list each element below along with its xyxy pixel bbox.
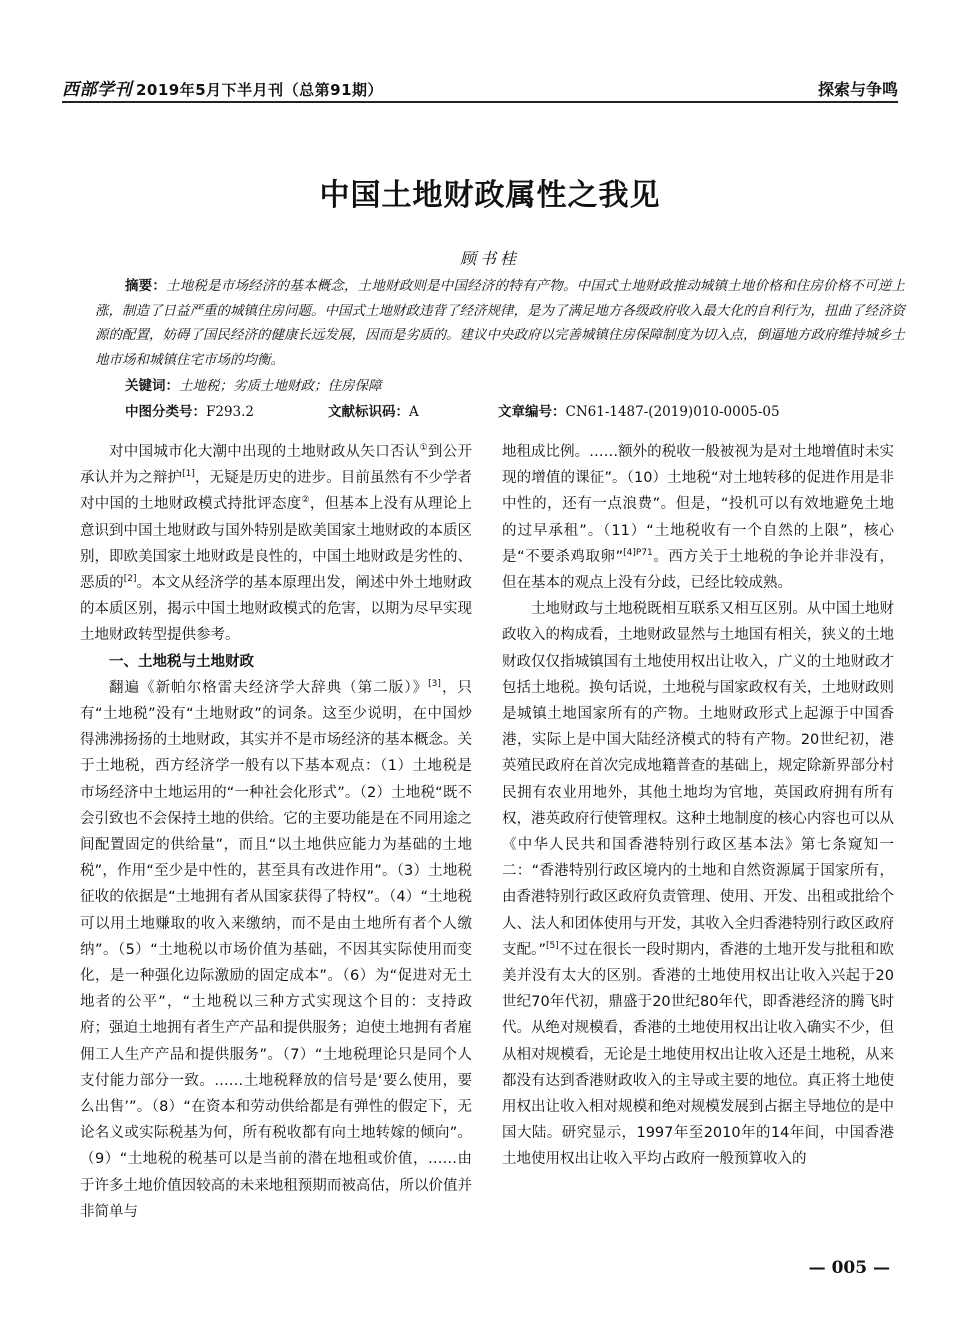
clc-label: 中图分类号：	[125, 404, 206, 420]
paragraph: 土地财政与土地税既相互联系又相互区别。从中国土地财政收入的构成看，土地财政显然与土地国有相关，狭义的土地财政仅仅指城镇国有土地使用权出让收入，广义的土地财政才包括土地税。换句话说，土地税与国家政权有关，土地财政则是城镇土地国家所有的产物。土地财政形式上起源于中国香港，实际上是中国大陆经济模式的特有产物。20世纪初，港英殖民政府在首次完成地籍普查的基础上，规定除新界部分村民拥有农业用地外，其他土地均为官地，英国政府拥有所有权，港英政府行使管理权。这种土地制度的核心内容也可以从《中华人民共和国香港特别行政区基本法》第七条窥知一二：“香港特别行政区境内的土地和自然资源属于国家所有，由香港特别行政区政府负责管理、使用、开发、出租或批给个人、法人和团体使用与开发，其收入全归香港特别行政区政府支配。”[5]不过在很长一段时期内，香港的土地开发与批租和欧美并没有太大的区别。香港的土地使用权出让收入兴起于20世纪70年代初，鼎盛于20世纪80年代，即香港经济的腾飞时代。从绝对规模看，香港的土地使用权出让收入确实不少，但从相对规模看，无论是土地使用权出让收入还是土地税，从来都没有达到香港财政收入的主导或主要的地位。真正将土地使用权出让收入相对规模和绝对规模发展到占据主导地位的是中国大陆。研究显示，1997年至2010年的14年间，中国香港土地使用权出让收入平均占政府一般预算收入的	[502, 601, 895, 1168]
paragraph: 地租成比例。……额外的税收一般被视为是对土地增值时未实现的增值的课征”。（10）土地税“对土地转移的促进作用是非中性的，还有一点浪费”。但是，“投机可以有效地避免土地的过早承租”。（11）“土地税收有一个自然的上限”，核心是“不要杀鸡取卵”$^{[4]P71}$。西方关于土地税的争论并非没有，但在基本的观点上没有分歧，已经比较成熟。	[502, 444, 894, 592]
abstract	[95, 274, 905, 372]
paragraph: 翻遍《新帕尔格雷夫经济学大辞典（第二版）》[3]，只有“土地税”没有“土地财政”的词条。这至少说明，在中国炒得沸沸扬扬的土地财政，其实并不是市场经济的基本概念。关于土地税，西方经济学一般有以下基本观点：（1）土地税是市场经济中土地运用的“一种社会化形式”。（2）土地税“既不会引致也不会保持土地的供给。它的主要功能是在不同用途之间配置固定的供给量”，而且“以土地供应能力为基础的土地税”，作用“至少是中性的，甚至具有改进作用”。（3）土地税征收的依据是“土地拥有者从国家获得了特权”。（4）“土地税可以用土地赚取的收入来缴纳，而不是由土地所有者个人缴纳”。（5）“土地税以市场价值为基础，不因其实际使用而变化，是一种强化边际激励的固定成本”。（6）为“促进对无土地者的公平”，“土地税以三种方式实现这个目的：支持政府；强迫土地拥有者生产产品和提供服务；迫使土地拥有者雇佣工人生产产品和提供服务”。（7）“土地税理论只是同个人支付能力部分一致。……土地税释放的信号是‘要么使用，要么出售’”。（8）“在资本和劳动供给都是有弹性的假定下，无论名义或实际税基为何，所有税收都有向土地转嫁的倾向”。（9）“土地税的税基可以是当前的潜在地租或价值，……由于许多土地价值因较高的未来地租预期而被高估，所以价值并非简单与	[80, 679, 473, 1220]
section-heading: 一、土地税与土地财政	[109, 653, 254, 670]
header-left	[62, 75, 383, 100]
journal-name: 西部学刊	[62, 80, 132, 100]
citation-ref[interactable]: [1]	[182, 469, 195, 480]
section-name: 探索与争鸣	[817, 80, 898, 99]
article-number-value: CN61-1487-(2019)010-0005-05	[565, 404, 780, 420]
article-title: 中国土地财政属性之我见	[319, 178, 661, 213]
citation-ref[interactable]: [3]	[428, 679, 441, 689]
footnote-ref[interactable]: ①	[419, 443, 428, 454]
keywords-label: 关键词：	[125, 378, 179, 394]
header-rule	[62, 101, 898, 103]
classification-row	[125, 400, 900, 420]
left-column	[80, 439, 472, 1225]
clc-value: F293.2	[206, 404, 255, 420]
abstract-text: 土地税是市场经济的基本概念，土地财政则是中国经济的特有产物。中国式土地财政推动城镇土地价格和住房价格不可逆上涨，制造了日益严重的城镇住房问题。中国式土地财政违背了经济规律，是为了满足地方各级政府收入最大化的自利行为，扭曲了经济资源的配置，妨碍了国民经济的健康长远发展，因而是劣质的。建议中央政府以完善城镇住房保障制度为切入点，倒逼地方政府维持城乡土地市场和城镇住宅市场的均衡。	[95, 278, 905, 368]
doc-code-label: 文献标识码：	[328, 404, 409, 420]
paragraph: 对中国城市化大潮中出现的土地财政从矢口否认①到公开承认并为之辩护[1]，无疑是历史的进步。目前虽然有不少学者对中国的土地财政模式持批评态度②，但基本上没有从理论上意识到中国土地财政与国外特别是欧美国家土地财政的本质区别，即欧美国家土地财政是良性的，中国土地财政是劣性的、恶质的[2]。本文从经济学的基本原理出发，阐述中外土地财政的本质区别，揭示中国土地财政模式的危害，以期为尽早实现土地财政转型提供参考。	[80, 443, 473, 644]
running-header	[62, 72, 898, 100]
right-column	[502, 439, 894, 1173]
citation-ref[interactable]: [5]	[546, 941, 559, 952]
doc-code-value: A	[409, 404, 419, 420]
issue-info: 2019年5月下半月刊（总第91期）	[136, 81, 384, 99]
footnote-ref[interactable]: ②	[301, 495, 310, 506]
keywords	[125, 374, 382, 398]
page-number: — 005 —	[808, 1258, 890, 1278]
keywords-text: 土地税；劣质土地财政；住房保障	[179, 378, 382, 394]
article-number-label: 文章编号：	[498, 404, 566, 420]
author: 顾书桂	[459, 249, 520, 268]
citation-ref[interactable]: [4]P71	[623, 547, 653, 558]
abstract-label: 摘要：	[125, 278, 167, 294]
citation-ref[interactable]: [2]	[123, 574, 137, 585]
